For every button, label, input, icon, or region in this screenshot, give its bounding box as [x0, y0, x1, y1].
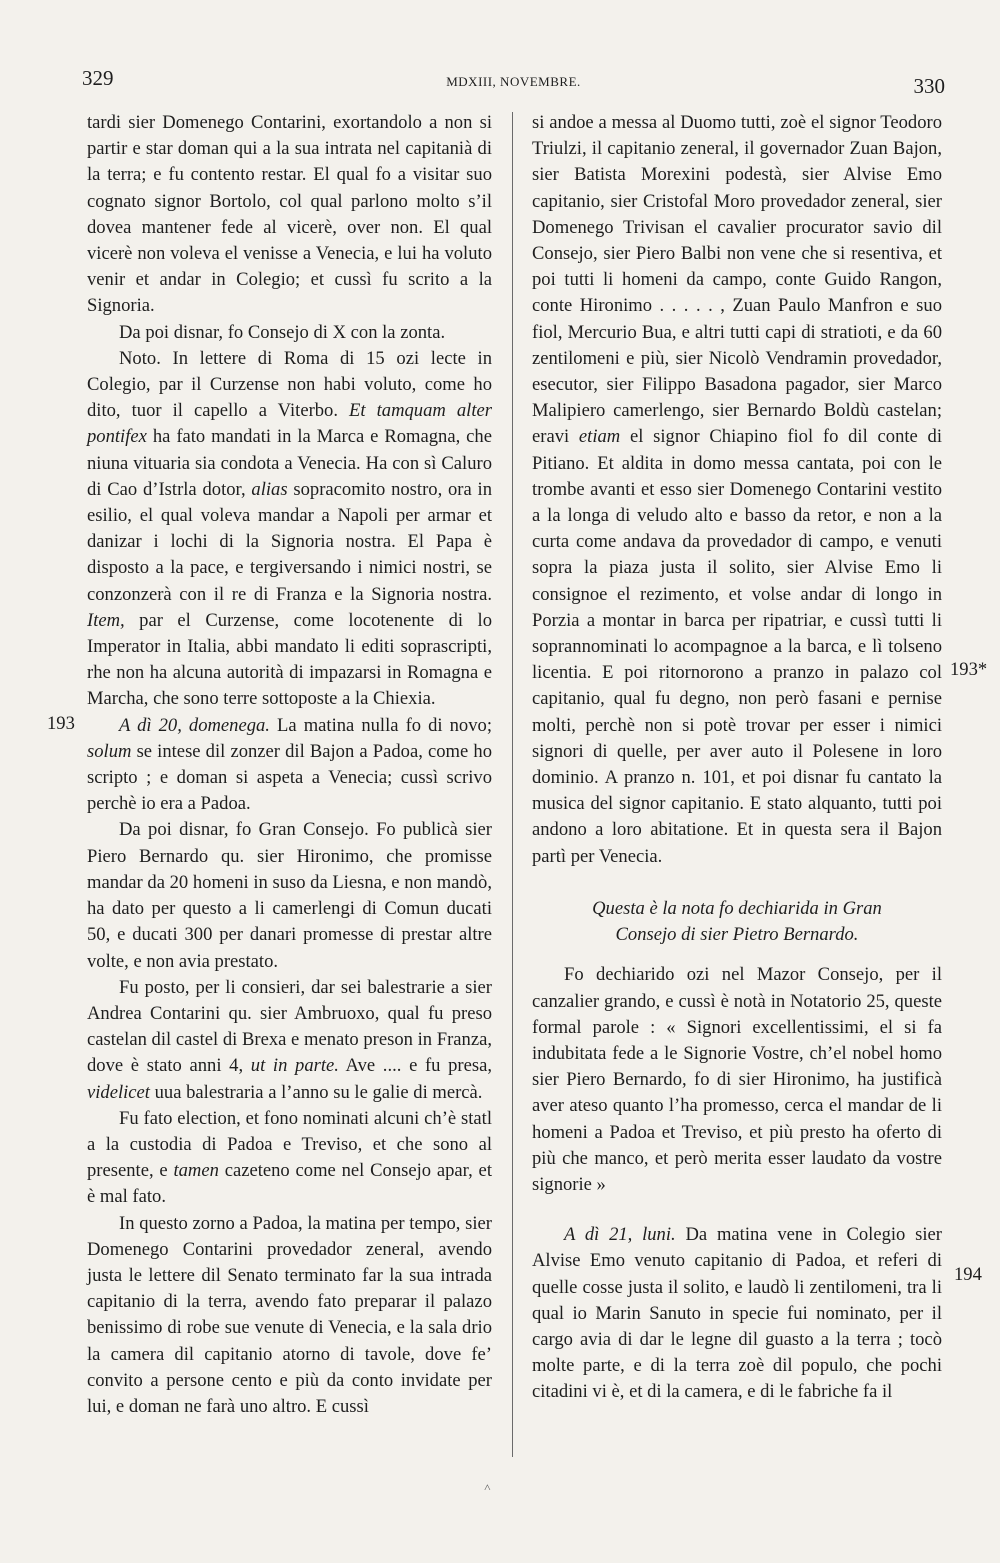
- paragraph: tardi sier Domenego Contarini, exortandolo a non si partir e star doman qui a la sua intrata nel capitanià di la terra; e fu contento restar. El qual fo a visitar suo cognato signor Bortolo, col qual parlono molto s’il dovea mantener fede al vicerè, over non. El qual vicerè non voleva el venisse a Venecia, e lui ha voluto venir et andar in Colegio; et cussì fu scrito a la Signoria.: [87, 112, 492, 317]
- right-column: [532, 110, 942, 1406]
- section-heading: Questa è la nota fo dechiarida in Gran Consejo di sier Pietro Bernardo.: [592, 897, 882, 946]
- page-number-left: 329: [82, 66, 114, 90]
- paragraph: A dì 20, domenega. La matina nulla fo di novo; solum se intese dil zonzer dil Bajon a Padoa, come ho scripto ; e doman si aspeta a Venecia; cussì scrivo perchè io era a Padoa.: [87, 714, 492, 815]
- paragraph: In questo zorno a Padoa, la matina per tempo, sier Domenego Contarini provedador zeneral, avendo justa le lettere dil Senato terminato far la sua intrada capitanio di la terra, avendo fato preparar il palazo benissimo di robe sue venute di Venecia, e la sala drio la camera dil capitanio atorno di tavole, dove fe’ convito a persone cento e più da conto invidate per lui, e doman ne farà uno altro. E cussì: [87, 1212, 492, 1417]
- paragraph: Da poi disnar, fo Gran Consejo. Fo publicà sier Piero Bernardo qu. sier Hironimo, che promisse mandar da 20 homeni in suso da Liesna, e non mandò, ha dato per questo a li camerlengi di Comun ducati 50, e ducati 300 per danari promesse di prestar altre volte, e non avia prestato.: [87, 819, 492, 972]
- margin-number-right-193: 193*: [950, 659, 988, 680]
- paragraph: Fo dechiarido ozi nel Mazor Consejo, per il canzalier grando, e cussì è notà in Notatorio 25, queste formal parole : « Signori excellentissimi, el si fa indubitata fede a le Signorie Vostre, ch’el nobel homo sier Piero Bernardo, fo di sier Hironimo, ha justificà aver ateso quanto l’ha promesso, cerca el mandar de li homeni a Padoa et Treviso, et più presto ha oferto di più che manco, et però merita esser laudato da vostre signorie »: [532, 964, 942, 1195]
- page-header: [82, 66, 945, 96]
- page-number-right: 330: [913, 74, 945, 98]
- paragraph: si andoe a messa al Duomo tutti, zoè el signor Teodoro Triulzi, il capitanio zeneral, il governador Zuan Bajon, sier Batista Morexini podestà, sier Alvise Emo capitanio, sier Cristofal Moro provedador zeneral, sier Domenego Trivisan el cavalier procurator savio dil Consejo, sier Piero Balbi non vene che si resentiva, et poi tutti li homeni da campo, conte Guido Rangon, conte Hironimo . . . . . , Zuan Paulo Manfron e suo fiol, Mercurio Bua, e altri tutti capi di stratioti, e da 60 zentilomeni e più, sier Nicolò Vendramin provedador, esecutor, sier Filippo Basadona pagador, sier Marco Malipiero camerlengo, sier Bernardo Boldù castelan; eravi etiam el signor Chiapino fiol fo dil conte di Pitiano. Et aldita in domo messa cantata, poi con le trombe avanti et esso sier Domenego Contarini vestito a la longa di veludo alto e basso da retor, e non a la curta come andava da provedador di campo, e venuti sopra la piaza justa il solito, sier Alvise Emo li consignoe el rezimento, et volse andar di longo in Porzia a montar in barca per ripatriar, e cussì tutti li soprannominati lo acompagnoe a la barca, e lì tolseno licentia. E poi ritornorono a pranzo in palazo col capitanio, qual fu degno, non però fasani e pernise molti, perchè non si potè trovar per esser i nimici signori di quelle, per aver auto il Polesene in loro dominio. A pranzo n. 101, et poi disnar fu cantato la musica del signor capitanio. E stato alquanto, tutti poi andono a loro abitatione. Et in questa sera il Bajon partì per Venecia.: [532, 112, 942, 867]
- paragraph: Noto. In lettere di Roma di 15 ozi lecte in Colegio, par il Curzense non habi voluto, come ho dito, tuor il capello a Viterbo. Et tamquam alter pontifex ha fato mandati in la Marca e Romagna, che niuna vituaria sia condota a Venecia. Ha con sì Caluro di Cao d’Istrla dotor, alias sopracomito nostro, ora in esilio, el qual voleva mandar a Napoli per armar et danizar i lochi di la Signoria nostra. El Papa è disposto a la pace, e tergiversando i nimici nostri, se conzonzerà con il re di Franza e la Signoria nostra. Item, par el Curzense, come locotenente di lo Imperator in Italia, abbi mandato li editi soprascripti, rhe non ha alcuna autorità di impazarsi in Romagna e Marcha, che sono terre sottoposte a la Chiexia.: [87, 347, 492, 710]
- margin-number-right-194: 194: [954, 1264, 982, 1285]
- paragraph: Fu fato election, et fono nominati alcuni ch’è statl a la custodia di Padoa e Treviso, et che sono al presente, e tamen cazeteno come nel Consejo apar, et è mal fato.: [87, 1107, 492, 1208]
- paragraph: Fu posto, per li consieri, dar sei balestrarie a sier Andrea Contarini qu. sier Ambruoxo, qual fu preso castelan dil castel di Brexa e menato preson in Franza, dove è stato anni 4, ut in parte. Ave .... e fu presa, videlicet uua balestraria a l’anno su le galie di mercà.: [87, 976, 493, 1103]
- paragraph: Da poi disnar, fo Consejo di X con la zonta.: [119, 321, 446, 343]
- paragraph: A dì 21, luni. Da matina vene in Colegio sier Alvise Emo venuto capitanio di Padoa, et referi di quelle cosse justa il solito, e laudò li zentilomeni, tra li qual io Marin Sanuto in specie fui nominato, per il cargo avia di dar le legne dil guasto a la terra ; tocò molte parte, e di la terra zoè dil populo, che pochi citadini vi è, et di la camera, e di le fabriche fa il: [532, 1224, 942, 1403]
- margin-number-left: 193: [47, 713, 75, 734]
- left-column: [87, 110, 492, 1420]
- running-title: MDXIII, NOVEMBRE.: [446, 74, 581, 89]
- print-mark: ˄: [484, 1480, 491, 1494]
- column-divider: [512, 112, 513, 1457]
